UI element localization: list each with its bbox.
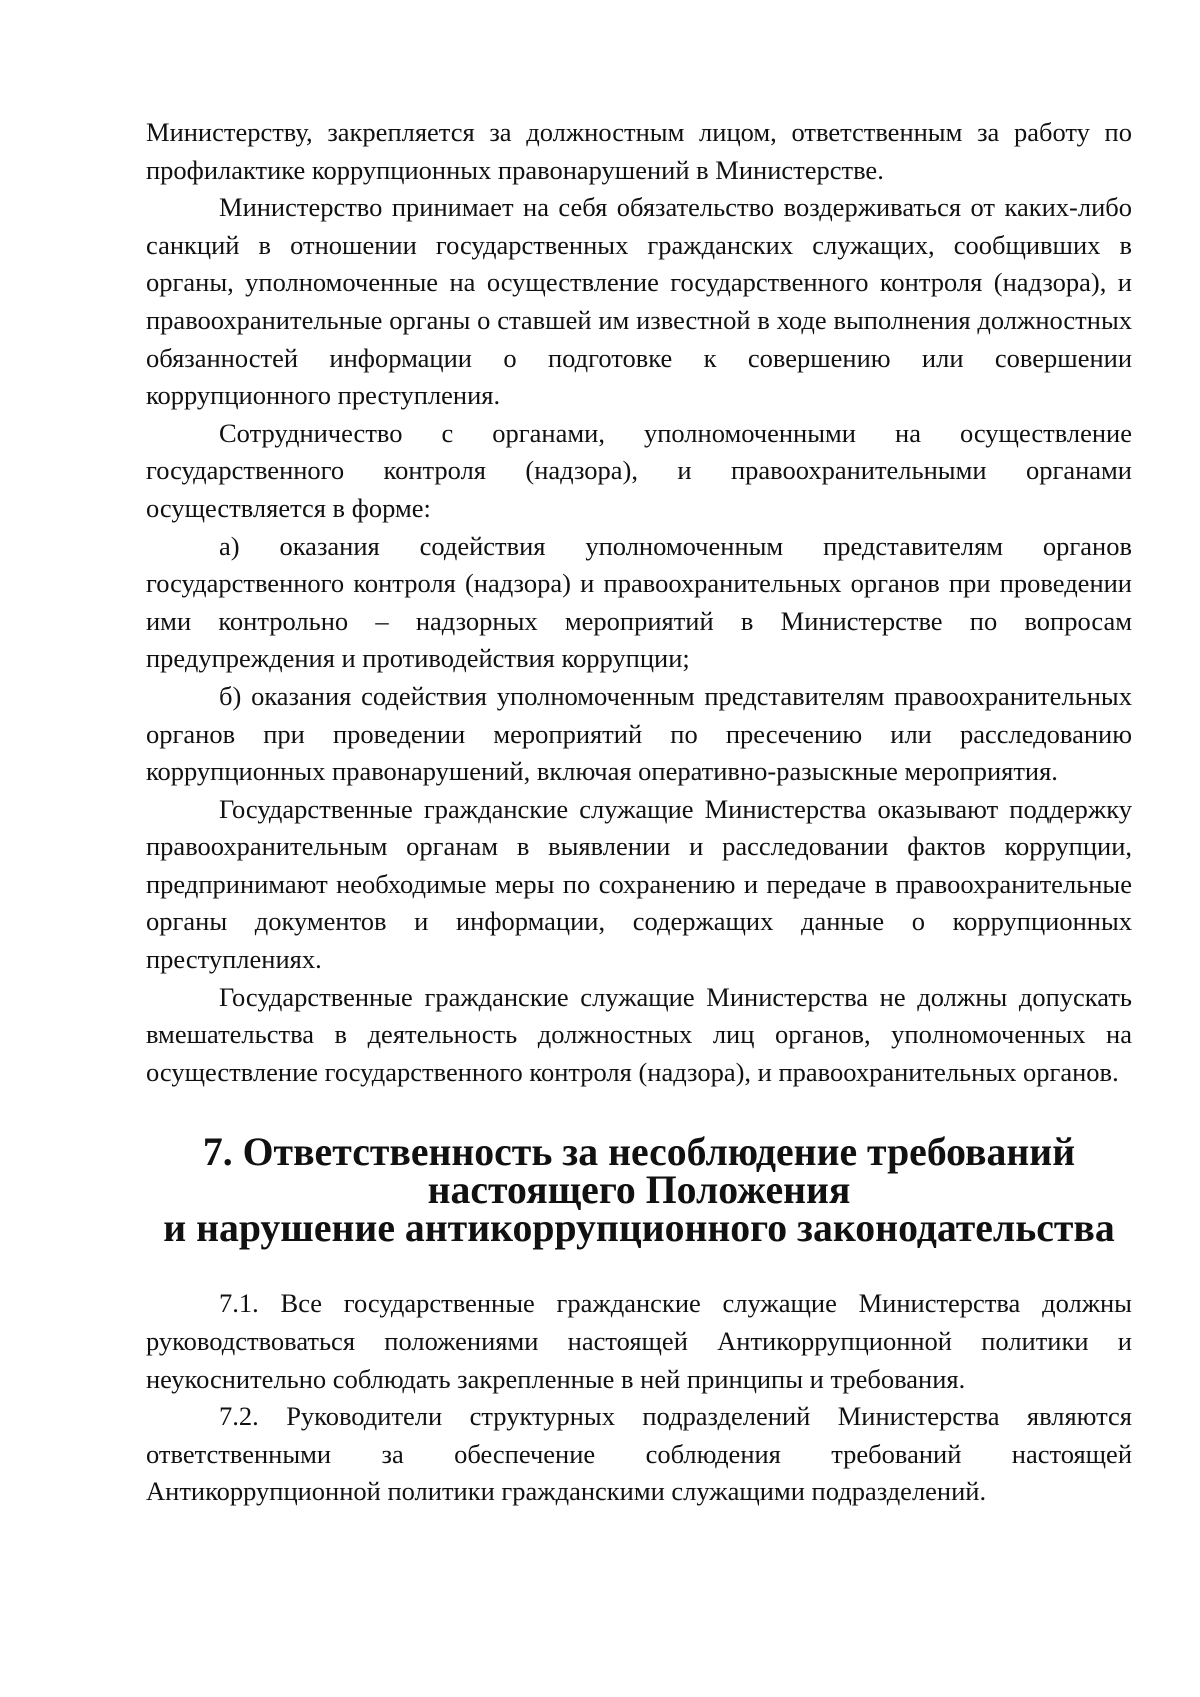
paragraph-no-sanctions: Министерство принимает на себя обязательство воздерживаться от каких-либо санкций в отношении государственных гражданских служащих, сообщивших в органы, уполномоченные на осуществление государственного контроля (надзора), и правоохранительные органы о ставшей им известной в ходе выполнения должностных обязанностей информации о подготовке к совершению или совершении коррупционного преступления. (146, 192, 1132, 411)
spacer (146, 1091, 1132, 1133)
section-heading (146, 1130, 1132, 1251)
paragraph-non-interference: Государственные гражданские служащие Министерства не должны допускать вмешательства в деятельность должностных лиц органов, уполномоченных на осуществление государственного контроля (надзора), и правоохранительных органов. (146, 981, 1132, 1087)
clause-7-2: 7.2. Руководители структурных подразделений Министерства являются ответственными за обеспечение соблюдения требований настоящей Антикоррупционной политики гражданскими служащими подразделений. (146, 1401, 1132, 1507)
paragraph-cooperation: Сотрудничество с органами, уполномоченными на осуществление государственного контроля (надзора), и правоохранительными органами осуществляется в форме: (146, 417, 1132, 523)
paragraph-continuation: Министерству, закрепляется за должностным лицом, ответственным за работу по профилактике коррупционных правонарушений в Министерстве. (146, 117, 1132, 185)
document-page (146, 114, 1132, 1511)
spacer (146, 1247, 1132, 1285)
section-heading-line1: 7. Ответственность за несоблюдение требований настоящего Положения (202, 1130, 1076, 1213)
clause-7-1: 7.1. Все государственные гражданские служащие Министерства должны руководствоваться положениями настоящей Антикоррупционной политики и неукоснительно соблюдать закрепленные в ней принципы и требования. (146, 1288, 1132, 1394)
list-item-b: б) оказания содействия уполномоченным представителям правоохранительных органов при проведении мероприятий по пресечению или расследованию коррупционных правонарушений, включая оперативно-разыскные мероприятия. (146, 680, 1132, 787)
section-heading-line2: и нарушение антикоррупционного законодательства (163, 1206, 1115, 1251)
list-item-a: а) оказания содействия уполномоченным представителям органов государственного контроля (надзора) и правоохранительных органов при проведении ими контрольно – надзорных мероприятий в Министерстве по вопросам предупреждения и противодействия коррупции; (146, 530, 1132, 674)
paragraph-support: Государственные гражданские служащие Министерства оказывают поддержку правоохранительным органам в выявлении и расследовании фактов коррупции, предпринимают необходимые меры по сохранению и передаче в правоохранительные органы документов и информации, содержащих данные о коррупционных преступлениях. (146, 793, 1132, 975)
